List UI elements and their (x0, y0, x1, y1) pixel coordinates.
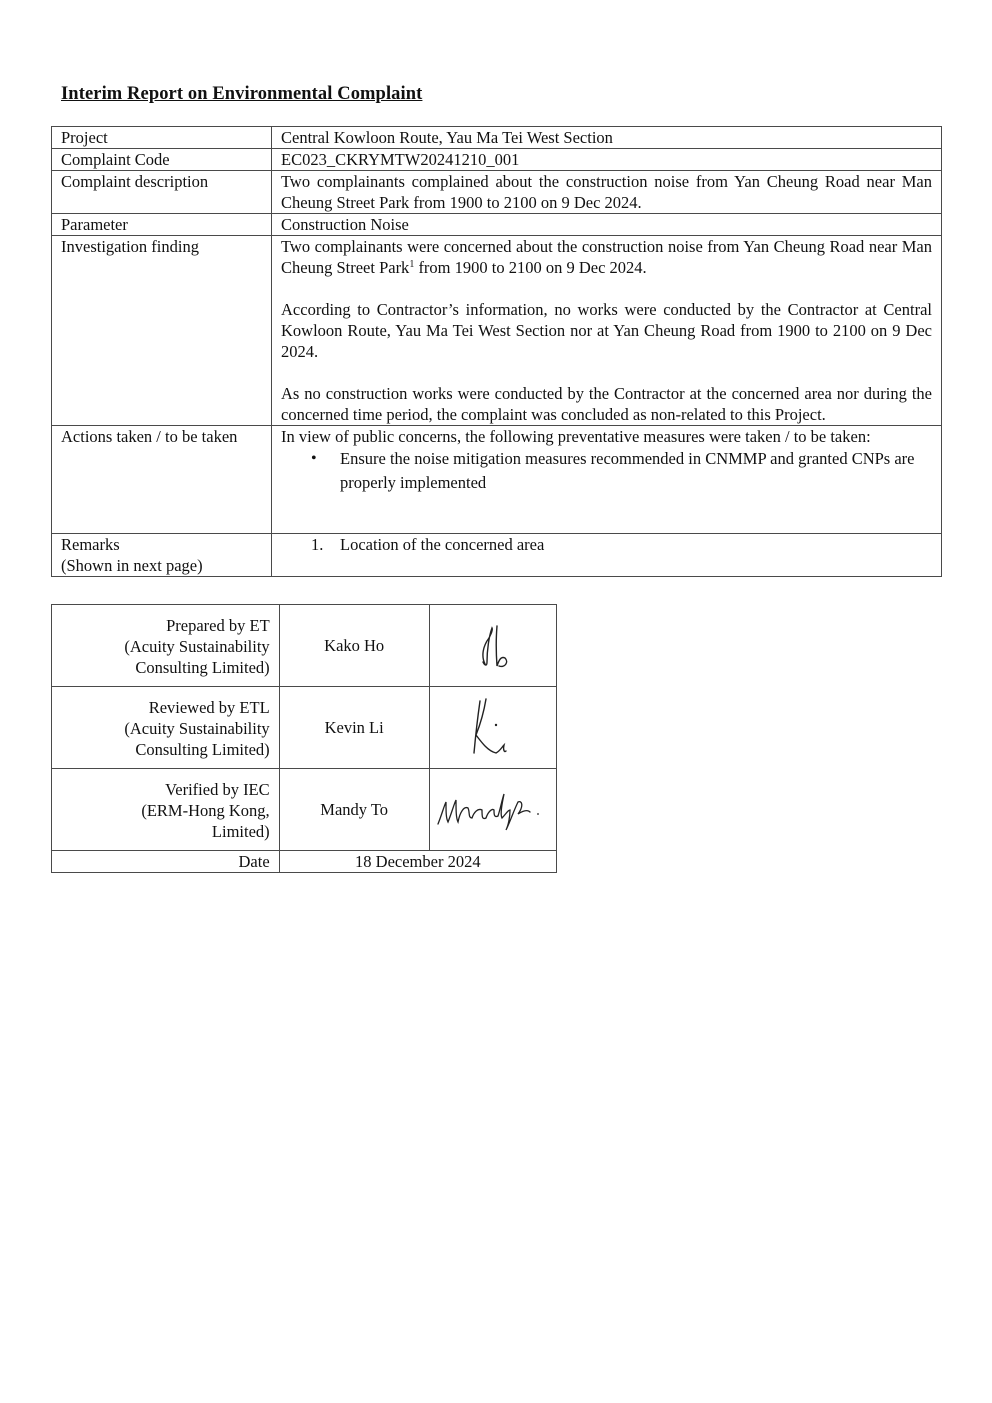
investigation-finding-label: Investigation finding (52, 236, 272, 426)
role-org-line1: (Acuity Sustainability (124, 719, 270, 738)
parameter-value: Construction Noise (272, 214, 942, 236)
verified-by-signature (429, 769, 556, 851)
finding-paragraph-3: As no construction works were conducted by the Contractor at the concerned area nor during the concerned time period, the complaint was concluded as non-related to this Project. (281, 384, 932, 424)
remarks-label-line2: (Shown in next page) (61, 556, 203, 575)
finding-p1-text-end: from 1900 to 2100 on 9 Dec 2024. (414, 258, 647, 277)
role-org-line2: Consulting Limited) (135, 658, 270, 677)
footnote-marker: 1 (409, 259, 415, 270)
role-title: Reviewed by ETL (148, 698, 270, 717)
role-org-line2: Limited) (211, 822, 270, 841)
complaint-description-label: Complaint description (52, 171, 272, 214)
prepared-by-role (52, 605, 280, 687)
date-label: Date (52, 851, 280, 873)
remarks-list (281, 534, 932, 555)
verified-by-name: Mandy To (279, 769, 429, 851)
signoff-row-prepared (52, 605, 557, 687)
date-value: 18 December 2024 (279, 851, 556, 873)
row-complaint-code (52, 149, 942, 171)
actions-intro: In view of public concerns, the following preventative measures were taken / to be taken: (281, 427, 871, 446)
bullet-icon: • (311, 450, 317, 467)
remarks-list-item (311, 534, 932, 555)
role-org-line1: (ERM-Hong Kong, (141, 801, 270, 820)
finding-p1-text: Two complainants were concerned about the construction noise from Yan Cheung Road near Man Cheung Street Park (281, 237, 932, 277)
row-complaint-description (52, 171, 942, 214)
investigation-finding-value (272, 236, 942, 426)
signature-mandy-to-icon (434, 788, 552, 832)
reviewed-by-role (52, 687, 280, 769)
prepared-by-name: Kako Ho (279, 605, 429, 687)
role-title: Prepared by ET (166, 616, 270, 635)
parameter-label: Parameter (52, 214, 272, 236)
complaint-details-table (51, 126, 942, 577)
remarks-label-line1: Remarks (61, 535, 120, 554)
row-remarks (52, 534, 942, 577)
signature-kako-ho-icon (463, 616, 523, 676)
signoff-row-reviewed (52, 687, 557, 769)
signoff-row-verified (52, 769, 557, 851)
complaint-code-label: Complaint Code (52, 149, 272, 171)
remarks-item-number: 1. (311, 535, 324, 554)
reviewed-by-name: Kevin Li (279, 687, 429, 769)
signoff-table (51, 604, 557, 873)
remarks-value (272, 534, 942, 577)
signature-kevin-li-icon (458, 695, 528, 761)
finding-paragraph-1 (281, 236, 932, 278)
remarks-item-text: Location of the concerned area (340, 535, 545, 554)
prepared-by-signature (429, 605, 556, 687)
report-title: Interim Report on Environmental Complaint (61, 84, 423, 104)
row-parameter (52, 214, 942, 236)
verified-by-role (52, 769, 280, 851)
actions-list-item (311, 447, 932, 495)
row-actions (52, 426, 942, 534)
project-value: Central Kowloon Route, Yau Ma Tei West Section (272, 127, 942, 149)
actions-label: Actions taken / to be taken (52, 426, 272, 534)
project-label: Project (52, 127, 272, 149)
finding-paragraph-2: According to Contractor’s information, no works were conducted by the Contractor at Central Kowloon Route, Yau Ma Tei West Section nor at Yan Cheung Road from 1900 to 2100 on 9 Dec 2024. (281, 300, 932, 361)
role-org-line1: (Acuity Sustainability (124, 637, 270, 656)
role-title: Verified by IEC (165, 780, 270, 799)
reviewed-by-signature (429, 687, 556, 769)
signoff-row-date (52, 851, 557, 873)
row-investigation-finding (52, 236, 942, 426)
actions-value (272, 426, 942, 534)
role-org-line2: Consulting Limited) (135, 740, 270, 759)
actions-item-text: Ensure the noise mitigation measures recommended in CNMMP and granted CNPs are properly implemented (340, 449, 915, 492)
complaint-code-value: EC023_CKRYMTW20241210_001 (272, 149, 942, 171)
complaint-description-value: Two complainants complained about the construction noise from Yan Cheung Road near Man Cheung Street Park from 1900 to 2100 on 9 Dec 2024. (272, 171, 942, 214)
row-project (52, 127, 942, 149)
actions-list (281, 447, 932, 495)
remarks-label (52, 534, 272, 577)
